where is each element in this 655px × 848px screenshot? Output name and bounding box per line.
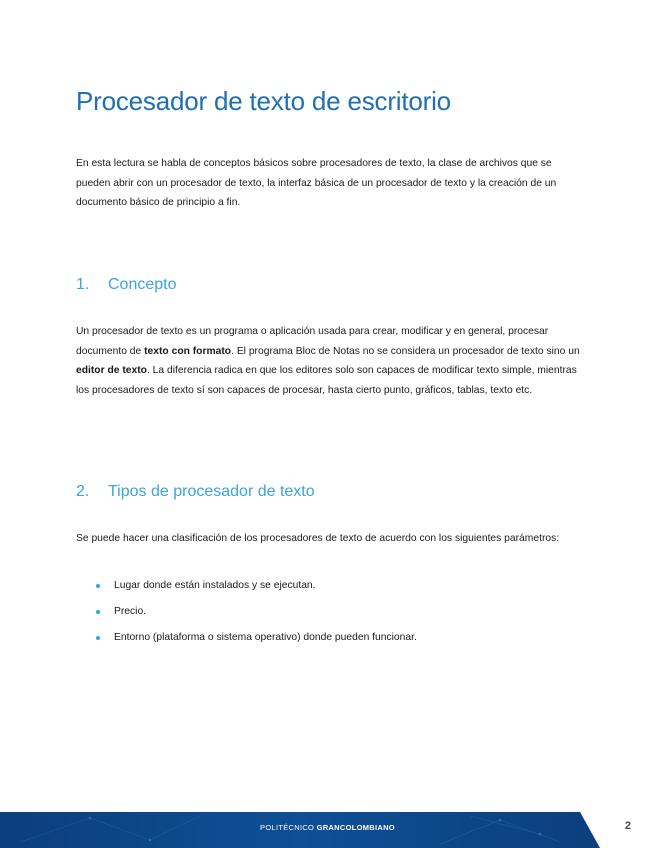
- bullet-list: [96, 576, 417, 654]
- footer-brand: [0, 823, 655, 832]
- list-item-text: Entorno (plataforma o sistema operativo) donde pueden funcionar.: [114, 632, 417, 643]
- list-item: [96, 602, 417, 628]
- list-item: [96, 576, 417, 602]
- list-item-text: Lugar donde están instalados y se ejecutan.: [114, 580, 316, 591]
- page-title: Procesador de texto de escritorio: [76, 86, 451, 116]
- section-heading-concepto: [76, 276, 177, 294]
- tipos-paragraph: Se puede hacer una clasificación de los procesadores de texto de acuerdo con los siguientes parámetros:: [76, 533, 560, 544]
- bold-term-texto-con-formato: texto con formato: [144, 345, 232, 357]
- concepto-text-1: Un procesador de texto es un programa o aplicación usada para crear, modificar y en general, procesar documento de: [76, 326, 549, 357]
- section-title: Tipos de procesador de texto: [108, 483, 315, 500]
- concepto-paragraph: [76, 322, 581, 400]
- bold-term-editor-de-texto: editor de texto: [76, 365, 147, 376]
- list-item-text: Precio.: [114, 606, 147, 617]
- bullet-icon: [96, 584, 100, 588]
- footer-brand-regular: POLITÉCNICO: [260, 823, 317, 832]
- section-heading-tipos: [76, 483, 315, 501]
- intro-paragraph: En esta lectura se habla de conceptos básicos sobre procesadores de texto, la clase de archivos que se pueden abrir con un procesador de texto, la interfaz básica de un procesador de texto y la creación de un documento básico de principio a fin.: [76, 158, 557, 208]
- concepto-text-2: . El programa Bloc de Notas no se considera un procesador de texto sino un: [231, 345, 580, 357]
- section-title: Concepto: [108, 276, 177, 293]
- bullet-icon: [96, 636, 100, 640]
- section-number: 2.: [76, 483, 90, 500]
- footer-brand-bold: GRANCOLOMBIANO: [316, 823, 395, 832]
- list-item: [96, 628, 417, 654]
- page-number: 2: [624, 820, 631, 832]
- footer-band: [0, 812, 655, 848]
- bullet-icon: [96, 610, 100, 614]
- section-number: 1.: [76, 276, 90, 293]
- concepto-text-3: . La diferencia radica en que los editores solo son capaces de modificar texto simple, mientras los procesadores de texto sí son capaces de procesar, hasta cierto punto, gráficos, tablas, texto etc.: [76, 365, 577, 396]
